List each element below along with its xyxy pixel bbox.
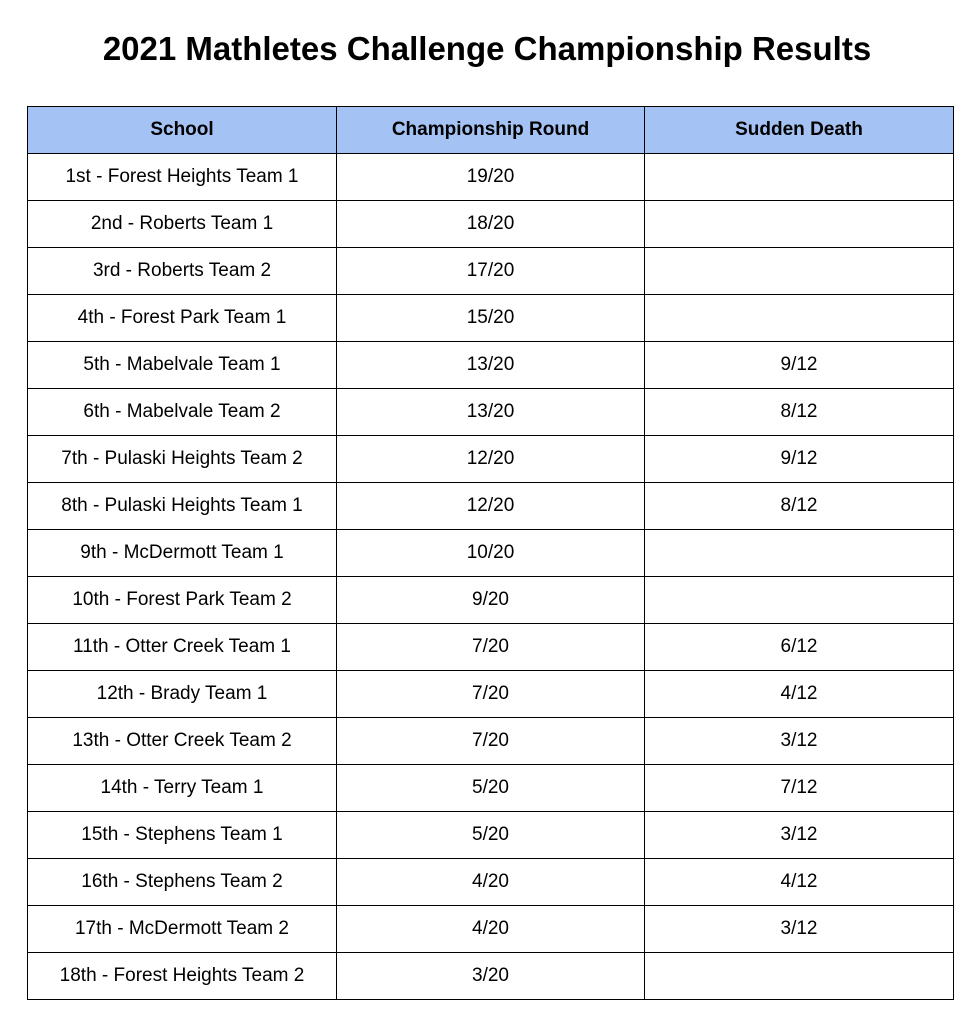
school-cell: 2nd - Roberts Team 1 — [28, 201, 337, 248]
championship-round-cell: 4/20 — [337, 859, 645, 906]
championship-round-cell: 9/20 — [337, 577, 645, 624]
results-table-body — [28, 154, 954, 1000]
sudden-death-cell: 3/12 — [645, 812, 954, 859]
table-row — [28, 389, 954, 436]
championship-round-cell: 17/20 — [337, 248, 645, 295]
school-cell: 8th - Pulaski Heights Team 1 — [28, 483, 337, 530]
school-cell: 6th - Mabelvale Team 2 — [28, 389, 337, 436]
championship-round-cell: 18/20 — [337, 201, 645, 248]
sudden-death-cell: 9/12 — [645, 342, 954, 389]
sudden-death-cell — [645, 248, 954, 295]
sudden-death-cell: 8/12 — [645, 389, 954, 436]
table-row — [28, 718, 954, 765]
championship-round-cell: 7/20 — [337, 671, 645, 718]
school-cell: 13th - Otter Creek Team 2 — [28, 718, 337, 765]
championship-round-cell: 10/20 — [337, 530, 645, 577]
table-row — [28, 624, 954, 671]
table-row — [28, 483, 954, 530]
table-row — [28, 436, 954, 483]
sudden-death-cell: 9/12 — [645, 436, 954, 483]
table-row — [28, 248, 954, 295]
sudden-death-cell: 3/12 — [645, 718, 954, 765]
table-header-row — [28, 107, 954, 154]
championship-round-cell: 5/20 — [337, 812, 645, 859]
sudden-death-cell: 3/12 — [645, 906, 954, 953]
championship-round-cell: 19/20 — [337, 154, 645, 201]
page-title: 2021 Mathletes Challenge Championship Results — [102, 30, 872, 67]
sudden-death-cell: 6/12 — [645, 624, 954, 671]
school-cell: 12th - Brady Team 1 — [28, 671, 337, 718]
championship-round-cell: 4/20 — [337, 906, 645, 953]
championship-round-cell: 3/20 — [337, 953, 645, 1000]
table-row — [28, 154, 954, 201]
school-cell: 5th - Mabelvale Team 1 — [28, 342, 337, 389]
column-header-championship-round: Championship Round — [337, 107, 645, 154]
column-header-sudden-death: Sudden Death — [645, 107, 954, 154]
championship-round-cell: 7/20 — [337, 718, 645, 765]
sudden-death-cell: 7/12 — [645, 765, 954, 812]
sudden-death-cell: 4/12 — [645, 859, 954, 906]
table-row — [28, 671, 954, 718]
championship-round-cell: 13/20 — [337, 342, 645, 389]
championship-round-cell: 5/20 — [337, 765, 645, 812]
sudden-death-cell: 4/12 — [645, 671, 954, 718]
column-header-school: School — [28, 107, 337, 154]
table-row — [28, 765, 954, 812]
school-cell: 7th - Pulaski Heights Team 2 — [28, 436, 337, 483]
championship-round-cell: 15/20 — [337, 295, 645, 342]
table-row — [28, 295, 954, 342]
table-row — [28, 530, 954, 577]
sudden-death-cell — [645, 530, 954, 577]
sudden-death-cell — [645, 295, 954, 342]
table-row — [28, 953, 954, 1000]
table-row — [28, 342, 954, 389]
school-cell: 11th - Otter Creek Team 1 — [28, 624, 337, 671]
results-table — [27, 106, 954, 1000]
school-cell: 15th - Stephens Team 1 — [28, 812, 337, 859]
school-cell: 17th - McDermott Team 2 — [28, 906, 337, 953]
table-row — [28, 859, 954, 906]
table-row — [28, 577, 954, 624]
school-cell: 18th - Forest Heights Team 2 — [28, 953, 337, 1000]
school-cell: 1st - Forest Heights Team 1 — [28, 154, 337, 201]
table-row — [28, 201, 954, 248]
school-cell: 4th - Forest Park Team 1 — [28, 295, 337, 342]
sudden-death-cell — [645, 154, 954, 201]
sudden-death-cell: 8/12 — [645, 483, 954, 530]
school-cell: 3rd - Roberts Team 2 — [28, 248, 337, 295]
championship-round-cell: 12/20 — [337, 483, 645, 530]
championship-round-cell: 13/20 — [337, 389, 645, 436]
school-cell: 14th - Terry Team 1 — [28, 765, 337, 812]
school-cell: 9th - McDermott Team 1 — [28, 530, 337, 577]
table-row — [28, 812, 954, 859]
sudden-death-cell — [645, 953, 954, 1000]
sudden-death-cell — [645, 577, 954, 624]
school-cell: 16th - Stephens Team 2 — [28, 859, 337, 906]
sudden-death-cell — [645, 201, 954, 248]
school-cell: 10th - Forest Park Team 2 — [28, 577, 337, 624]
championship-round-cell: 7/20 — [337, 624, 645, 671]
table-row — [28, 906, 954, 953]
championship-round-cell: 12/20 — [337, 436, 645, 483]
